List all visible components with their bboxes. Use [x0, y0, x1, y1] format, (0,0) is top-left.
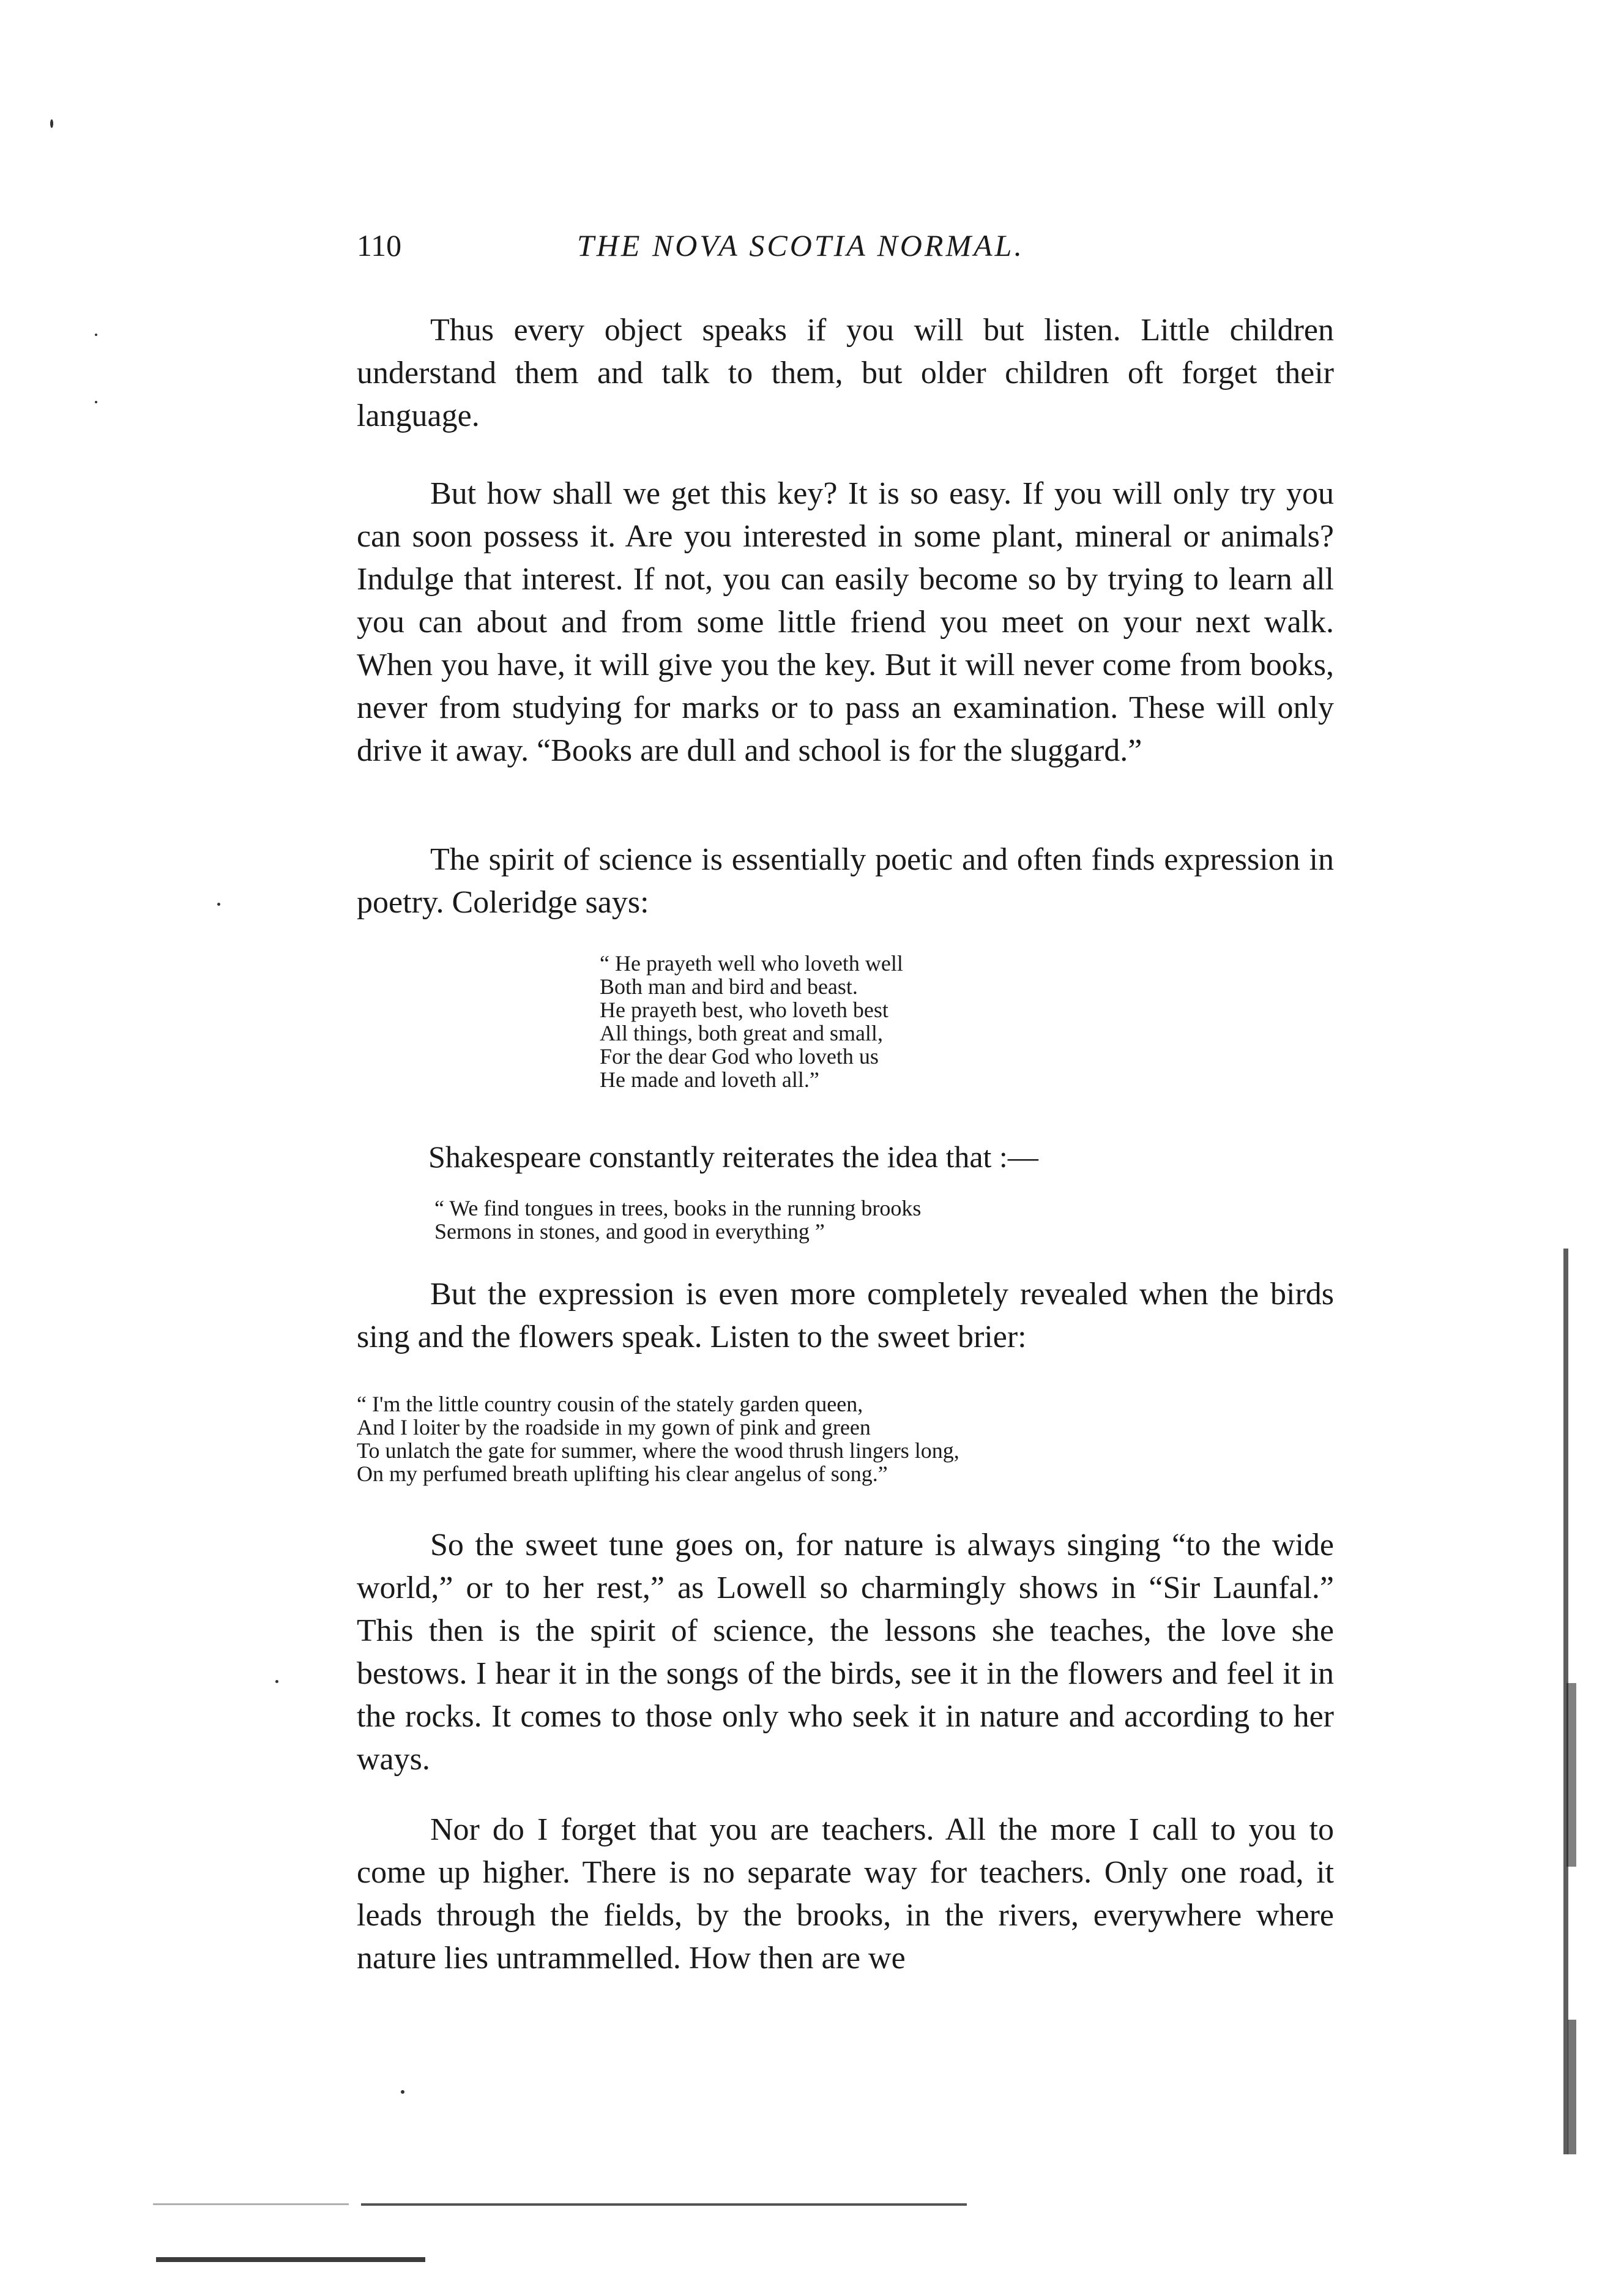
paragraph-key	[357, 472, 1334, 772]
paragraph-expression	[357, 1273, 1334, 1359]
page-header	[357, 228, 1334, 277]
bottom-rule	[361, 2203, 967, 2206]
paragraph-text: Thus every object speaks if you will but listen. Little children understand them and talk to them, but older children oft forget their language.	[357, 313, 1334, 433]
bottom-rule-fragment	[153, 2203, 349, 2205]
scan-edge-shadow	[1566, 1683, 1576, 1867]
paragraph-text: But the expression is even more completely revealed when the birds sing and the flowers speak. Listen to the sweet brier:	[357, 1277, 1334, 1354]
paragraph-text: The spirit of science is essentially poetic and often finds expression in poetry. Coleridge says:	[357, 842, 1334, 920]
paragraph-spirit-of-science	[357, 838, 1334, 924]
bottom-edge-bar	[156, 2257, 425, 2262]
coleridge-quote: “ He prayeth well who loveth well Both man and bird and beast. He prayeth best, who loveth best All things, both great and small, For the dear God who loveth us He made and loveth all.”	[600, 951, 903, 1092]
paragraph-text: So the sweet tune goes on, for nature is always singing “to the wide world,” or to her rest,” as Lowell so charmingly shows in “Sir Launfal.” This then is the spirit of science, the lessons she teaches, the love she bestows. I hear it in the songs of the birds, see it in the flowers and feel it in the rocks. It comes to those only who seek it in nature and according to her ways.	[357, 1528, 1334, 1777]
brier-quote: “ I'm the little country cousin of the stately garden queen, And I loiter by the roadside in my gown of pink and green To unlatch the gate for summer, where the wood thrush lingers long, On my perfumed breath uplifting his clear angelus of song.”	[357, 1392, 959, 1486]
scan-speck	[95, 401, 97, 403]
paragraph-every-object	[357, 309, 1334, 438]
paragraph-sweet-tune	[357, 1524, 1334, 1781]
scan-speck	[401, 2090, 404, 2094]
paragraph-text: Nor do I forget that you are teachers. All the more I call to you to come up higher. There is no separate way for teachers. Only one road, it leads through the fields, by the brooks, in the rivers, everywhere where nature lies untrammelled. How then are we	[357, 1812, 1334, 1976]
paragraph-teachers	[357, 1809, 1334, 1980]
scan-speck	[217, 903, 220, 906]
scan-speck	[95, 334, 97, 336]
scan-speck	[275, 1680, 278, 1683]
scan-speck	[50, 119, 53, 128]
page-number: 110	[357, 228, 402, 263]
paragraph-text: But how shall we get this key? It is so easy. If you will only try you can soon possess it. Are you interested in some plant, mineral or animals? Indulge that interest. If not, you can easily become so by trying to learn all you can about and from some little friend you meet on your next walk. When you have, it will give you the key. But it will never come from books, never from studying for marks or to pass an examination. These will only drive it away. “Books are dull and school is for the sluggard.”	[357, 476, 1334, 768]
shakespeare-intro: Shakespeare constantly reiterates the idea that :—	[428, 1140, 1038, 1174]
scan-edge-shadow	[1568, 2020, 1576, 2154]
running-title: THE NOVA SCOTIA NORMAL.	[577, 228, 1024, 263]
shakespeare-quote: “ We find tongues in trees, books in the running brooks Sermons in stones, and good in everything ”	[434, 1196, 922, 1244]
